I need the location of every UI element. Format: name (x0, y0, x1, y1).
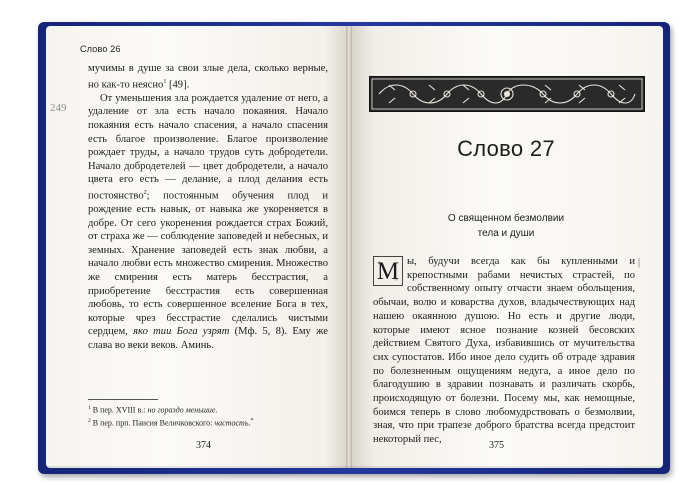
margin-number: 249 (50, 102, 67, 114)
ornament-headpiece-icon (369, 76, 645, 112)
running-head: Слово 26 (80, 44, 121, 54)
page-number-right: 375 (489, 440, 504, 451)
left-page (46, 26, 349, 468)
right-body-text (373, 255, 635, 447)
opening-paragraph: М ы, будучи всегда как бы купленными и крепостными рабами нечистых страстей, по собственному опыту отчасти знаем обольщения, обычаи, волю и коварства духов, владычествующих над нашею окаянною душою. Но есть и другие люди, которые имеют ясное познание козней бесовских действием Святого Духа, избавившись от мучительства сих супостатов. Ибо иное дело судить об отраде здравия по болезненным ощущениям недуга, а иное дело по благодушию в здравии познавать и различать скорбь, происходящую от болезни. Посему мы, как немощные, боимся теперь в слово любомудрствовать о безмолвии, зная, что при трапезе доброго братства всегда предстоит некоторый пес, (373, 256, 635, 446)
main-paragraph: От уменьшения зла рождается удаление от него, а удаление от зла есть начало покаяния. Начало покаяния есть начало спасения, а начало спасения есть благое произволение. Благое произволение рождает труды, а начало трудов суть добродетели. Начало добродетелей — цвет добродетели, а начало цвета его есть — делание, а плод делания есть постоянство$^2$; постоянным обучения плод и рождение есть навык, от навыка же укореняется в добре. От сего укоренения рождается страх Божий, от страха же — соблюдение заповедей и небесных, и земных. Хранение заповедей есть знак любви, а начало любви есть множество смирения. Множество же смирения есть матерь бесстрастия, а приобретение бесстрастия есть совершенная любовь, то есть совершенное вселение Бога в тех, которые чрез бесстрастие сделались чистыми сердцем, яко тии Бога узрят (Мф. 5, 8). Ему же слава во веки веков. Аминь. (88, 92, 328, 351)
section-title: О священном безмолвии тела и души (447, 213, 565, 239)
chapter-title: Слово 27 (457, 136, 555, 161)
left-body-text (88, 62, 328, 353)
continuation-paragraph: мучимы в душе за свои злые дела, сколько верные, но как-то неясно$^1$ [49]. (88, 63, 328, 91)
page-number-left: 374 (196, 440, 211, 451)
footnotes (88, 399, 328, 429)
side-mark: | (638, 257, 641, 268)
right-page (349, 26, 663, 468)
footnote-ref: 2 (143, 189, 147, 196)
page-edge-shadow (46, 466, 663, 470)
footnote-2: $^2$ В пер. прп. Паисия Величковского: частость.* (88, 418, 254, 428)
footnote-rule (88, 399, 158, 400)
footnote-ref: 1 (163, 78, 167, 85)
drop-cap: М (373, 256, 403, 286)
book-spine (346, 26, 352, 468)
footnote-1: $^1$ В пер. XVIII в.: но гораздо меньшие. (88, 405, 218, 415)
